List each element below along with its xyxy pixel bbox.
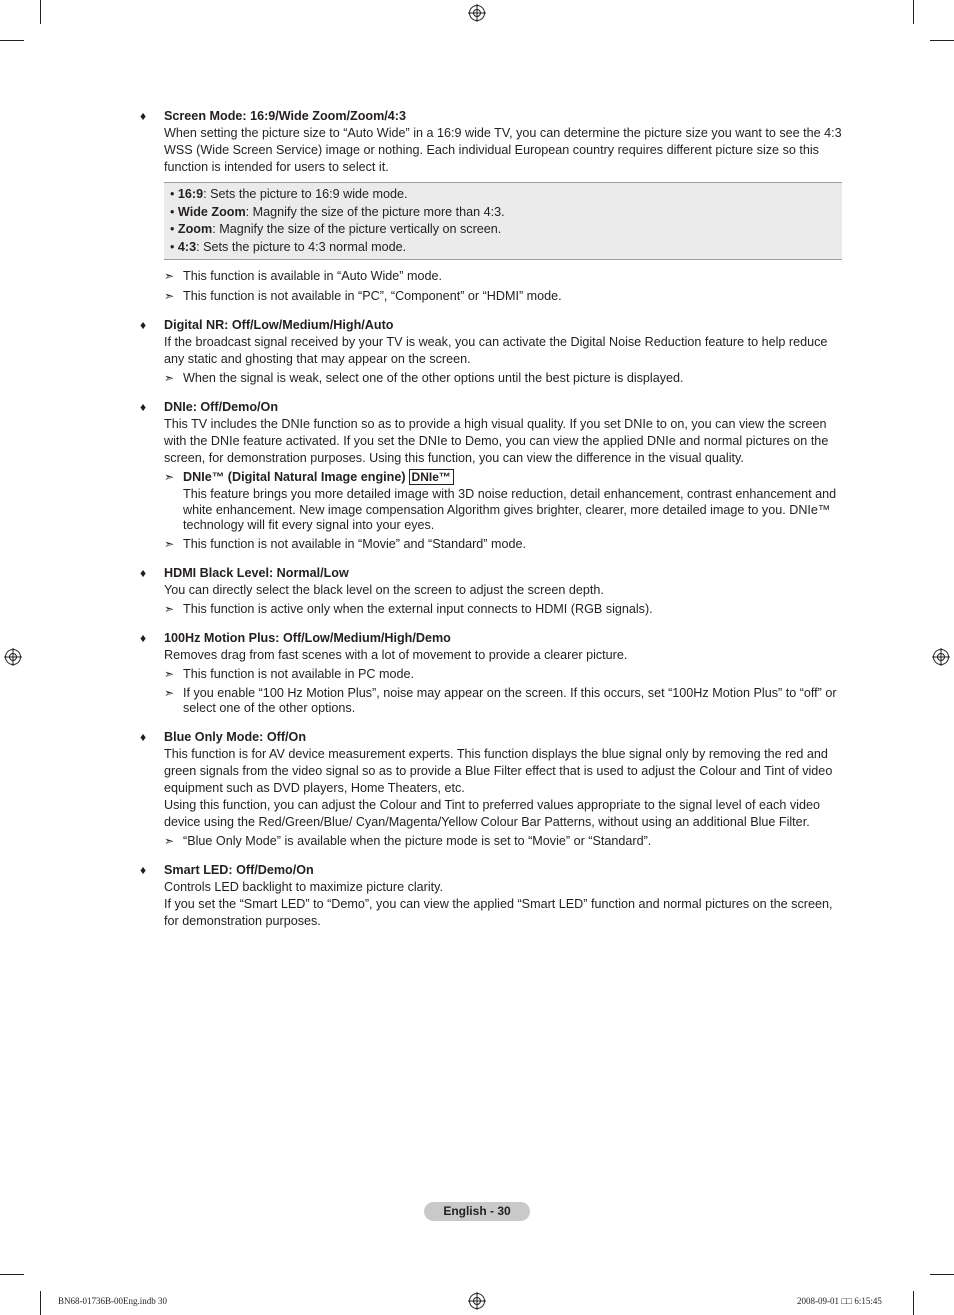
section-body-2: Using this function, you can adjust the Colour and Tint to preferred values appropriate to the signal level of each video device using the Red/Green/Blue/ Cyan/Magenta/Yellow Colour Bar Patterns, without using an additional Blue Filter. — [164, 797, 820, 829]
option-term: 4:3 — [177, 239, 197, 254]
diamond-bullet-icon: ♦ — [140, 109, 147, 123]
option-desc: : Magnify the size of the picture more than 4:3. — [245, 204, 505, 219]
option-desc: : Magnify the size of the picture vertically on screen. — [212, 222, 502, 236]
section-smart-led — [140, 862, 842, 930]
note-text: This function is not available in “PC”, “Component” or “HDMI” mode. — [183, 289, 562, 303]
dot-bullet-icon: • — [170, 187, 175, 201]
note — [164, 666, 842, 683]
dnie-logo-badge: DNIe™ — [409, 469, 454, 485]
option-row — [170, 186, 836, 204]
section-dnie — [140, 399, 842, 553]
note-text: This function is active only when the external input connects to HDMI (RGB signals). — [183, 601, 653, 616]
section-hdmi-black-level — [140, 565, 842, 618]
section-body: This function is for AV device measurement experts. This function displays the blue signal only by removing the red and green signals from the video signal so as to provide a Blue Filter effect that is used to adjust the Colour and Tint of video equipment such as DVD players, Home Theaters, etc. — [164, 746, 833, 795]
note-text: When the signal is weak, select one of the other options until the best picture is displayed. — [183, 371, 684, 385]
option-term: 16:9 — [177, 187, 204, 201]
manual-content — [140, 108, 842, 942]
note-text: If you enable “100 Hz Motion Plus”, noise may appear on the screen. If this occurs, set “100Hz Motion Plus” to “off” or select one of the other options. — [183, 685, 837, 715]
option-row — [170, 221, 836, 239]
registration-mark-icon — [468, 1292, 486, 1310]
note-arrow-icon: ➣ — [164, 536, 175, 551]
registration-mark-icon — [932, 648, 950, 666]
note-arrow-icon: ➣ — [164, 371, 175, 385]
diamond-bullet-icon: ♦ — [140, 318, 147, 332]
crop-mark — [913, 0, 914, 24]
options-box — [164, 182, 842, 260]
crop-mark — [913, 1291, 914, 1315]
footer-file-info: BN68-01736B-00Eng.indb 30 — [58, 1296, 167, 1306]
section-title: Digital NR: Off/Low/Medium/High/Auto — [164, 318, 394, 332]
registration-mark-icon — [468, 4, 486, 22]
registration-mark-icon — [4, 648, 22, 666]
note-text: “Blue Only Mode” is available when the picture mode is set to “Movie” or “Standard”. — [183, 833, 652, 848]
diamond-bullet-icon: ♦ — [140, 565, 147, 580]
option-row — [170, 204, 836, 222]
section-body: When setting the picture size to “Auto Wide” in a 16:9 wide TV, you can determine the picture size you want to see the 4:3 WSS (Wide Screen Service) image or nothing. Each individual European country requires different picture size so this function is intended for users to select it. — [164, 126, 842, 174]
crop-mark — [930, 40, 954, 41]
section-title: DNIe: Off/Demo/On — [164, 400, 279, 414]
note-text: This function is not available in “Movie” and “Standard” mode. — [183, 536, 527, 551]
note — [164, 268, 842, 285]
option-row — [170, 239, 836, 257]
page-number-badge: English - 30 — [424, 1202, 530, 1221]
option-desc: : Sets the picture to 4:3 normal mode. — [196, 239, 407, 254]
note-arrow-icon: ➣ — [164, 666, 175, 681]
note — [164, 833, 842, 850]
crop-mark — [0, 40, 24, 41]
section-body: This TV includes the DNIe function so as to provide a high visual quality. If you set DNIe to on, you can view the screen with the DNIe feature activated. If you set the DNIe to Demo, you can view the applied DNIe and normal pictures on the screen, for demonstration purposes. Using this function, you can view the difference in the visual quality. — [164, 417, 829, 465]
dot-bullet-icon: • — [170, 204, 175, 219]
option-desc: : Sets the picture to 16:9 wide mode. — [203, 187, 408, 201]
option-term: Zoom — [177, 222, 213, 236]
subnote-heading: DNIe™ (Digital Natural Image engine) — [183, 470, 406, 484]
section-blue-only-mode — [140, 729, 842, 850]
subnote-text: This feature brings you more detailed image with 3D noise reduction, detail enhancement, contrast enhancement and white enhancement. New image compensation Algorithm gives brighter, clearer, more detailed image to you. DNIe™ technology will fit every signal into your eyes. — [183, 487, 837, 532]
section-title: HDMI Black Level: Normal/Low — [164, 565, 349, 580]
diamond-bullet-icon: ♦ — [140, 862, 147, 877]
diamond-bullet-icon: ♦ — [140, 400, 147, 414]
section-body-2: If you set the “Smart LED” to “Demo”, you can view the applied “Smart LED” function and normal pictures on the screen, for demonstration purposes. — [164, 896, 833, 928]
dot-bullet-icon: • — [170, 222, 175, 236]
note — [164, 370, 842, 387]
crop-mark — [0, 1274, 24, 1275]
section-screen-mode — [140, 108, 842, 305]
section-body: You can directly select the black level on the screen to adjust the screen depth. — [164, 582, 604, 597]
note-arrow-icon: ➣ — [164, 269, 175, 283]
note-arrow-icon: ➣ — [164, 833, 175, 848]
note-arrow-icon: ➣ — [164, 685, 175, 700]
diamond-bullet-icon: ♦ — [140, 630, 147, 645]
crop-mark — [40, 1291, 41, 1315]
section-body: Controls LED backlight to maximize picture clarity. — [164, 879, 444, 894]
section-title: Screen Mode: 16:9/Wide Zoom/Zoom/4:3 — [164, 109, 407, 123]
note-arrow-icon: ➣ — [164, 289, 175, 303]
section-body: Removes drag from fast scenes with a lot of movement to provide a clearer picture. — [164, 647, 628, 662]
section-body: If the broadcast signal received by your TV is weak, you can activate the Digital Noise Reduction feature to help reduce any static and ghosting that may appear on the screen. — [164, 335, 828, 366]
section-100hz-motion-plus — [140, 630, 842, 717]
section-title: Blue Only Mode: Off/On — [164, 729, 307, 744]
dot-bullet-icon: • — [170, 239, 175, 254]
dnie-subnote — [164, 469, 842, 534]
option-term: Wide Zoom — [177, 204, 246, 219]
note-arrow-icon: ➣ — [164, 470, 175, 484]
note — [164, 288, 842, 305]
note-text: This function is not available in PC mode. — [183, 666, 415, 681]
note — [164, 536, 842, 553]
crop-mark — [930, 1274, 954, 1275]
footer-timestamp: 2008-09-01 □□ 6:15:45 — [797, 1296, 882, 1306]
section-digital-nr — [140, 317, 842, 387]
note-text: This function is available in “Auto Wide” mode. — [183, 269, 442, 283]
diamond-bullet-icon: ♦ — [140, 729, 147, 744]
crop-mark — [40, 0, 41, 24]
section-title: Smart LED: Off/Demo/On — [164, 862, 314, 877]
section-title: 100Hz Motion Plus: Off/Low/Medium/High/Demo — [164, 630, 451, 645]
note-arrow-icon: ➣ — [164, 601, 175, 616]
note — [164, 601, 842, 618]
note — [164, 686, 842, 717]
